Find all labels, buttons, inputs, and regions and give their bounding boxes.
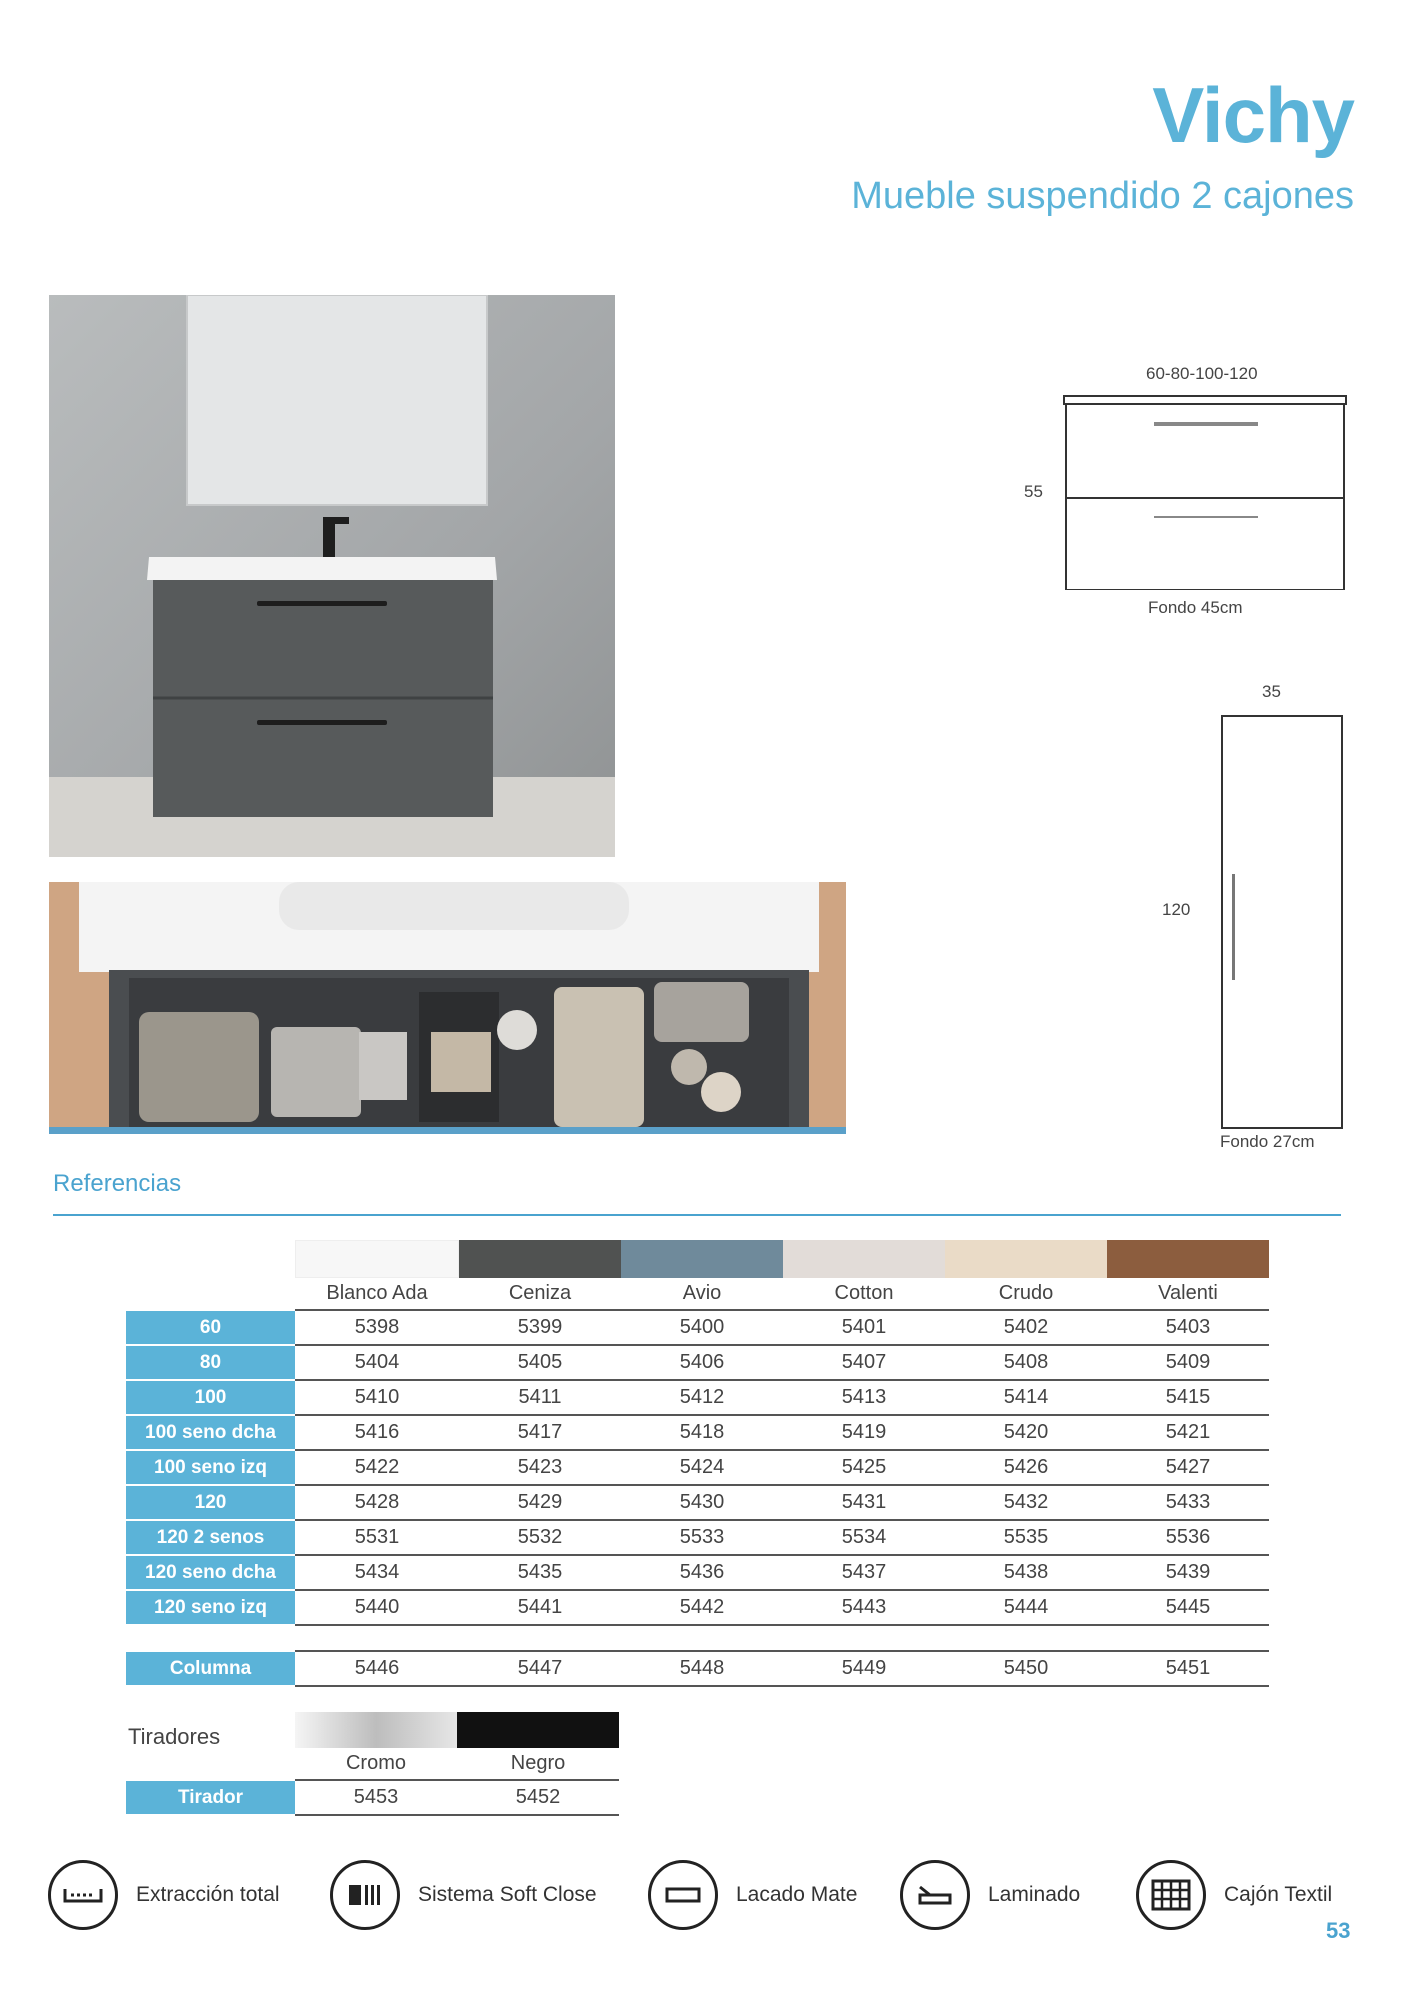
column-dimension-diagram: [1150, 682, 1350, 1162]
reference-code: 5398: [295, 1311, 459, 1346]
feature-label: Sistema Soft Close: [418, 1883, 597, 1906]
page-number: 53: [1326, 1918, 1351, 1943]
reference-code: 5430: [621, 1486, 783, 1521]
reference-code: 5443: [783, 1591, 945, 1626]
swatch-avio: [621, 1240, 783, 1278]
reference-code: 5444: [945, 1591, 1107, 1626]
column-height-label: 120: [1162, 900, 1191, 919]
handles-table: [126, 1712, 619, 1816]
color-swatch-row: [126, 1240, 1269, 1278]
swatch-cromo: [295, 1712, 457, 1748]
laminate-icon: [900, 1860, 970, 1930]
reference-code: 5434: [295, 1556, 459, 1591]
reference-code: 5452: [457, 1781, 619, 1816]
row-label: Columna: [126, 1652, 295, 1687]
feature-matte-lacquer: [648, 1858, 857, 1932]
row-label: 60: [126, 1311, 295, 1346]
reference-code: 5442: [621, 1591, 783, 1626]
reference-code: 5409: [1107, 1346, 1269, 1381]
feature-extraction: [48, 1858, 280, 1932]
color-name: Avio: [621, 1278, 783, 1311]
reference-code: 5433: [1107, 1486, 1269, 1521]
reference-code: 5451: [1107, 1652, 1269, 1687]
reference-code: 5399: [459, 1311, 621, 1346]
table-row: [126, 1486, 1269, 1521]
table-row: [126, 1521, 1269, 1556]
page-subtitle: Mueble suspendido 2 cajones: [851, 175, 1354, 217]
row-label: 80: [126, 1346, 295, 1381]
color-name: Blanco Ada: [295, 1278, 459, 1311]
vanity-height-label: 55: [1024, 482, 1043, 501]
matte-lacquer-icon: [648, 1860, 718, 1930]
soft-close-icon: [330, 1860, 400, 1930]
reference-code: 5426: [945, 1451, 1107, 1486]
reference-code: 5437: [783, 1556, 945, 1591]
reference-code: 5414: [945, 1381, 1107, 1416]
reference-code: 5432: [945, 1486, 1107, 1521]
reference-code: 5533: [621, 1521, 783, 1556]
reference-code: 5436: [621, 1556, 783, 1591]
swatch-valenti: [1107, 1240, 1269, 1278]
reference-code: 5427: [1107, 1451, 1269, 1486]
textile-drawer-icon: [1136, 1860, 1206, 1930]
reference-code: 5413: [783, 1381, 945, 1416]
reference-code: 5445: [1107, 1591, 1269, 1626]
reference-code: 5419: [783, 1416, 945, 1451]
vanity-depth-label: Fondo 45cm: [1148, 598, 1243, 617]
reference-code: 5405: [459, 1346, 621, 1381]
table-row: [126, 1416, 1269, 1451]
row-label: 120 seno izq: [126, 1591, 295, 1626]
reference-code: 5435: [459, 1556, 621, 1591]
handles-heading: Tiradores: [128, 1724, 221, 1749]
reference-code: 5402: [945, 1311, 1107, 1346]
reference-code: 5416: [295, 1416, 459, 1451]
reference-code: 5428: [295, 1486, 459, 1521]
reference-code: 5450: [945, 1652, 1107, 1687]
reference-code: 5422: [295, 1451, 459, 1486]
reference-code: 5407: [783, 1346, 945, 1381]
swatch-cotton: [783, 1240, 945, 1278]
extraction-icon: [48, 1860, 118, 1930]
reference-code: 5423: [459, 1451, 621, 1486]
reference-code: 5438: [945, 1556, 1107, 1591]
reference-code: 5406: [621, 1346, 783, 1381]
page-title: Vichy: [1152, 71, 1354, 159]
row-label: 100 seno dcha: [126, 1416, 295, 1451]
reference-code: 5403: [1107, 1311, 1269, 1346]
feature-label: Laminado: [988, 1883, 1081, 1906]
vanity-outline: [1060, 394, 1350, 590]
reference-code: 5441: [459, 1591, 621, 1626]
reference-code: 5535: [945, 1521, 1107, 1556]
references-heading: Referencias: [53, 1170, 182, 1197]
reference-code: 5418: [621, 1416, 783, 1451]
row-label: Tirador: [126, 1781, 295, 1816]
feature-label: Cajón Textil: [1224, 1883, 1333, 1906]
reference-code: 5424: [621, 1451, 783, 1486]
reference-code: 5449: [783, 1652, 945, 1687]
column-width-label: 35: [1262, 682, 1281, 701]
reference-code: 5447: [459, 1652, 621, 1687]
feature-soft-close: [330, 1858, 597, 1932]
row-label: 120: [126, 1486, 295, 1521]
swatch-crudo: [945, 1240, 1107, 1278]
color-name: Valenti: [1107, 1278, 1269, 1311]
handle-swatch-row: [126, 1712, 619, 1748]
reference-code: 5431: [783, 1486, 945, 1521]
reference-code: 5404: [295, 1346, 459, 1381]
references-table: [126, 1240, 1269, 1687]
table-row: [126, 1311, 1269, 1346]
table-row: [126, 1346, 1269, 1381]
reference-code: 5531: [295, 1521, 459, 1556]
reference-code: 5446: [295, 1652, 459, 1687]
table-row: [126, 1451, 1269, 1486]
reference-code: 5421: [1107, 1416, 1269, 1451]
table-row: [126, 1591, 1269, 1626]
table-row: [126, 1556, 1269, 1591]
reference-code: 5536: [1107, 1521, 1269, 1556]
handle-name: Negro: [457, 1748, 619, 1781]
vanity-dimension-diagram: [1010, 360, 1370, 620]
reference-code: 5417: [459, 1416, 621, 1451]
reference-code: 5534: [783, 1521, 945, 1556]
row-label: 100: [126, 1381, 295, 1416]
reference-code: 5425: [783, 1451, 945, 1486]
table-row-tirador: [126, 1781, 619, 1816]
product-photo-drawer-open: [49, 882, 846, 1134]
reference-code: 5440: [295, 1591, 459, 1626]
reference-code: 5415: [1107, 1381, 1269, 1416]
reference-code: 5411: [459, 1381, 621, 1416]
reference-code: 5448: [621, 1652, 783, 1687]
swatch-blanco-ada: [295, 1240, 459, 1278]
row-label: 120 seno dcha: [126, 1556, 295, 1591]
reference-code: 5412: [621, 1381, 783, 1416]
color-names-row: [126, 1278, 1269, 1311]
row-label: 100 seno izq: [126, 1451, 295, 1486]
reference-code: 5408: [945, 1346, 1107, 1381]
reference-code: 5532: [459, 1521, 621, 1556]
references-divider: [53, 1214, 1341, 1216]
reference-code: 5410: [295, 1381, 459, 1416]
feature-textile-drawer: [1136, 1858, 1332, 1932]
vanity-width-label: 60-80-100-120: [1146, 364, 1258, 383]
reference-code: 5429: [459, 1486, 621, 1521]
reference-code: 5400: [621, 1311, 783, 1346]
column-outline: [1220, 714, 1344, 1130]
feature-label: Extracción total: [136, 1883, 280, 1906]
reference-code: 5401: [783, 1311, 945, 1346]
reference-code: 5420: [945, 1416, 1107, 1451]
column-depth-label: Fondo 27cm: [1220, 1132, 1315, 1151]
color-name: Cotton: [783, 1278, 945, 1311]
product-photo-vanity: [49, 295, 615, 857]
swatch-ceniza: [459, 1240, 621, 1278]
handle-name: Cromo: [295, 1748, 457, 1781]
table-row-columna: [126, 1652, 1269, 1687]
reference-code: 5453: [295, 1781, 457, 1816]
row-label: 120 2 senos: [126, 1521, 295, 1556]
swatch-negro: [457, 1712, 619, 1748]
feature-laminate: [900, 1858, 1080, 1932]
table-row: [126, 1381, 1269, 1416]
color-name: Crudo: [945, 1278, 1107, 1311]
feature-label: Lacado Mate: [736, 1883, 858, 1906]
reference-code: 5439: [1107, 1556, 1269, 1591]
color-name: Ceniza: [459, 1278, 621, 1311]
